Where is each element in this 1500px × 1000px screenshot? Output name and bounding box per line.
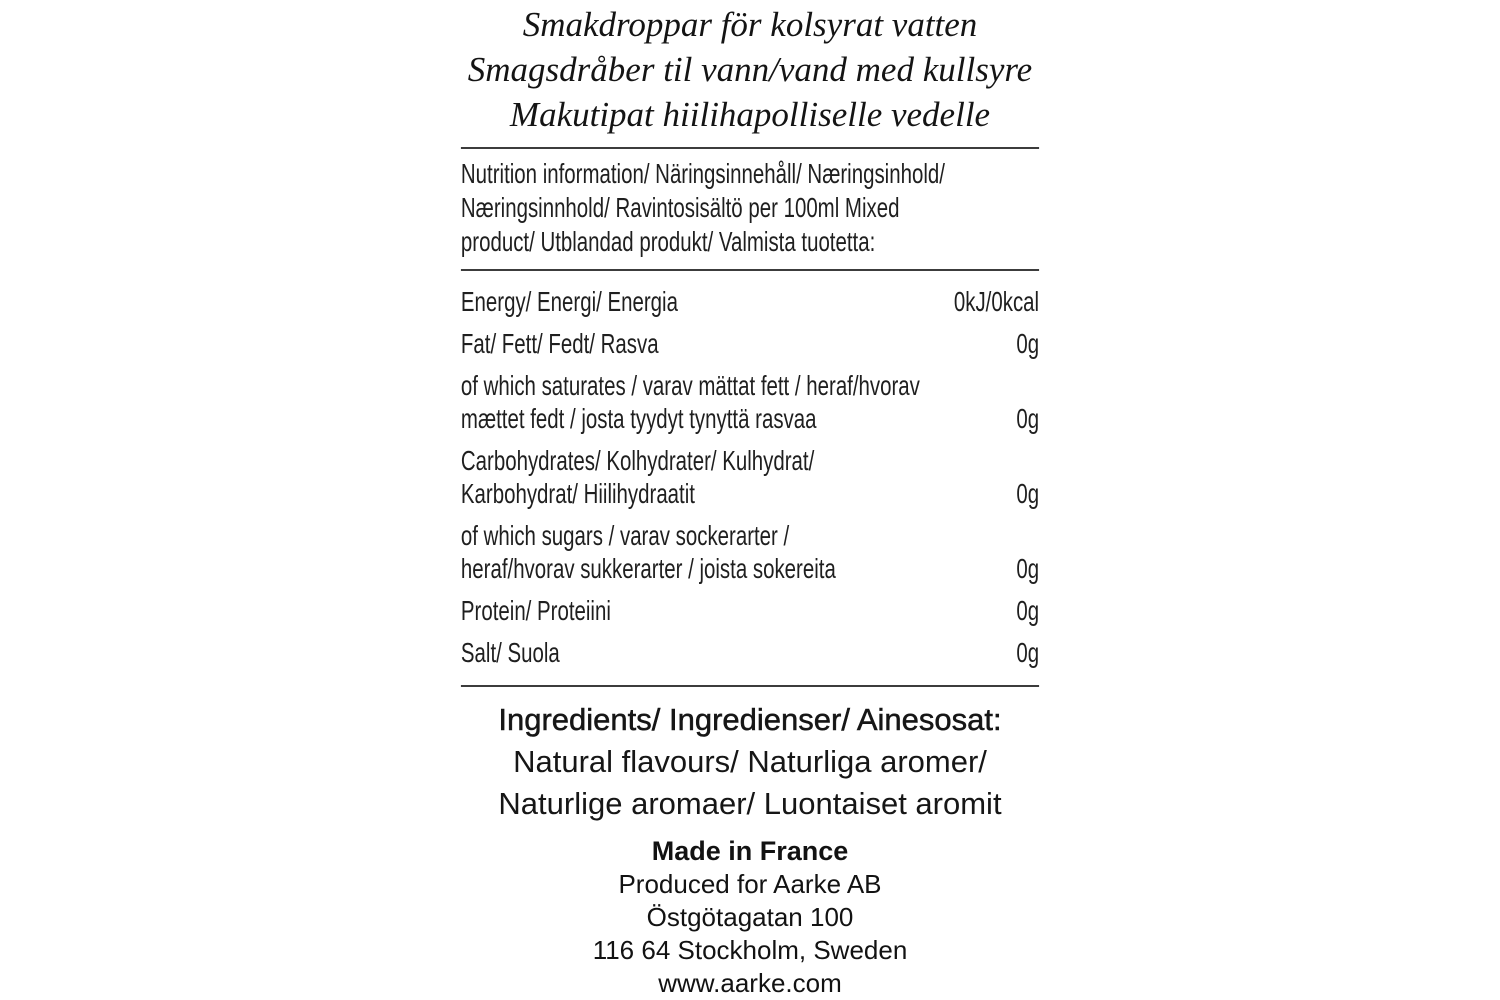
nutrition-header-line: Nutrition information/ Näringsinnehåll/ Næringsinhold/ — [460, 158, 945, 189]
made-in-label: Made in France — [651, 836, 849, 866]
label-line: of which sugars / varav sockerarter / — [460, 520, 790, 551]
title-line-finnish: Makutipat hiilihapolliselle vedelle — [509, 95, 991, 134]
nutrition-header-line: product/ Utblandad produkt/ Valmista tuotetta: — [460, 226, 876, 257]
nutrition-section — [461, 147, 1039, 687]
nutrition-row-value: 0g — [1016, 328, 1040, 359]
product-title — [461, 0, 1039, 137]
nutrition-row-protein — [461, 594, 1039, 627]
address-city: 116 64 Stockholm, Sweden — [592, 935, 908, 965]
nutrition-row-label — [461, 444, 814, 510]
nutrition-row-fat — [461, 327, 1039, 360]
title-line-swedish: Smakdroppar för kolsyrat vatten — [522, 5, 978, 44]
nutrition-row-label: Energy/ Energi/ Energia — [460, 286, 678, 317]
nutrition-row-value: 0g — [1016, 403, 1040, 434]
label-line: Karbohydrat/ Hiilihydraatit — [460, 478, 695, 509]
label-line: mættet fedt / josta tyydyt tynyttä rasvaa — [460, 403, 817, 434]
label-line: of which saturates / varav mättat fett / heraf/hvorav — [460, 370, 920, 401]
nutrition-row-value: 0kJ/0kcal — [953, 286, 1040, 317]
nutrition-row-value: 0g — [1016, 595, 1040, 626]
website-text: www.aarke.com — [658, 968, 842, 998]
nutrition-row-label: Fat/ Fett/ Fedt/ Rasva — [460, 328, 659, 359]
ingredients-heading: Ingredients/ Ingredienser/ Ainesosat: — [498, 702, 1002, 737]
nutrition-row-sugars — [461, 519, 1039, 585]
nutrition-row-label: Protein/ Proteiini — [460, 595, 611, 626]
nutrition-table — [461, 271, 1039, 685]
nutrition-row-label — [461, 369, 920, 435]
product-label — [461, 0, 1039, 1000]
produced-for-label: Produced for Aarke AB — [618, 869, 882, 899]
label-line: heraf/hvorav sukkerarter / joista sokereita — [460, 553, 836, 584]
nutrition-row-saturates — [461, 369, 1039, 435]
nutrition-header — [461, 149, 1039, 269]
producer-info — [461, 825, 1039, 1000]
nutrition-row-salt — [461, 636, 1039, 669]
divider-table-bottom — [461, 685, 1039, 687]
nutrition-row-energy — [461, 285, 1039, 318]
ingredients-section — [461, 687, 1039, 825]
nutrition-row-value: 0g — [1016, 478, 1040, 509]
nutrition-row-label: Salt/ Suola — [460, 637, 560, 668]
nutrition-row-value: 0g — [1016, 553, 1040, 584]
address-street: Östgötagatan 100 — [646, 902, 854, 932]
nutrition-row-label — [461, 519, 836, 585]
label-line: Carbohydrates/ Kolhydrater/ Kulhydrat/ — [460, 445, 815, 476]
ingredients-line: Naturlige aromaer/ Luontaiset aromit — [498, 786, 1002, 821]
title-line-danish-norwegian: Smagsdråber til vann/vand med kullsyre — [467, 50, 1033, 89]
nutrition-row-carbohydrates — [461, 444, 1039, 510]
nutrition-row-value: 0g — [1016, 637, 1040, 668]
ingredients-line: Natural flavours/ Naturliga aromer/ — [513, 744, 987, 779]
nutrition-header-line: Næringsinnhold/ Ravintosisältö per 100ml Mixed — [460, 192, 900, 223]
